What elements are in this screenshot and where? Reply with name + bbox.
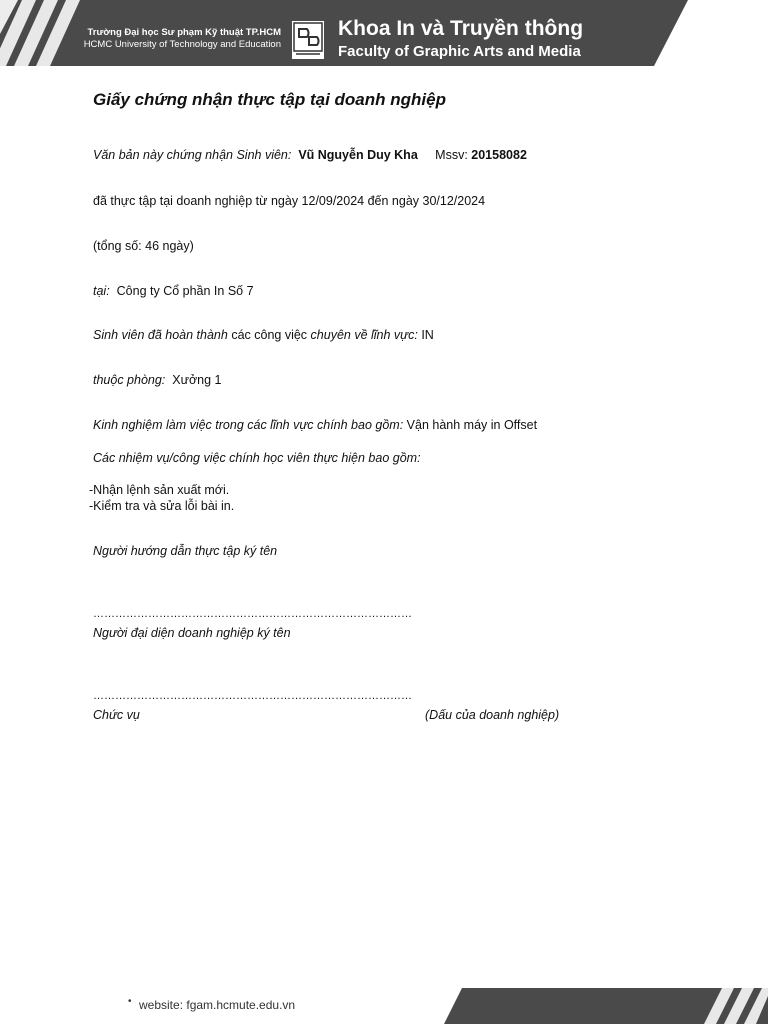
- internship-period: đã thực tập tại doanh nghiệp từ ngày 12/09/2024 đến ngày 30/12/2024: [93, 194, 486, 208]
- stamp-label: (Dấu của doanh nghiệp): [425, 708, 560, 722]
- field-line: [93, 328, 434, 342]
- task-item: -Nhận lệnh sản xuất mới.: [89, 483, 230, 497]
- field-label-3: chuyên về lĩnh vực:: [310, 328, 418, 342]
- company-name: Công ty Cổ phần In Số 7: [116, 284, 254, 298]
- company-rep-signature-line: ……………………………………………………………………………: [93, 690, 412, 702]
- company-label: tại:: [93, 284, 110, 298]
- company-line: [93, 284, 254, 298]
- total-days: (tổng số: 46 ngày): [93, 239, 194, 253]
- footer-stripes-graphic: [0, 984, 768, 1024]
- faculty-name: [338, 16, 583, 61]
- student-line: [93, 148, 527, 162]
- document-title: Giấy chứng nhận thực tập tại doanh nghiệp: [93, 90, 446, 109]
- task-item: -Kiểm tra và sửa lỗi bài in.: [89, 499, 235, 513]
- mentor-signature-line: ……………………………………………………………………………: [93, 608, 412, 620]
- website-bullet: •: [128, 996, 132, 1007]
- experience-value: Vận hành máy in Offset: [406, 418, 538, 432]
- footer-banner: [0, 984, 768, 1024]
- university-name-vn: Trường Đại học Sư phạm Kỹ thuật TP.HCM: [87, 27, 281, 38]
- website-text: website: fgam.hcmute.edu.vn: [139, 998, 296, 1012]
- header-banner: [0, 0, 768, 68]
- university-name: [84, 27, 281, 51]
- tasks-label: Các nhiệm vụ/công việc chính học viên thực hiện bao gồm:: [93, 451, 421, 465]
- intro-label: Văn bản này chứng nhận Sinh viên:: [93, 148, 292, 162]
- field-label-2: các công việc: [231, 328, 308, 342]
- mssv-label: Mssv:: [435, 148, 468, 162]
- company-rep-signature-label: Người đại diện doanh nghiệp ký tên: [93, 626, 291, 640]
- mentor-signature-label: Người hướng dẫn thực tập ký tên: [93, 544, 278, 558]
- mssv-value: 20158082: [471, 148, 527, 162]
- faculty-name-vn: Khoa In và Truyền thông: [338, 17, 584, 40]
- department-line: [93, 373, 221, 387]
- field-label-1: Sinh viên đã hoàn thành: [93, 328, 228, 342]
- faculty-logo-icon: [292, 21, 324, 59]
- student-name: Vũ Nguyễn Duy Kha: [298, 148, 418, 162]
- university-name-en: HCMC University of Technology and Education: [83, 39, 281, 50]
- position-label: Chức vụ: [93, 708, 140, 722]
- department-label: thuộc phòng:: [93, 373, 166, 387]
- faculty-name-en: Faculty of Graphic Arts and Media: [338, 43, 581, 60]
- experience-label: Kinh nghiệm làm việc trong các lĩnh vực chính bao gồm:: [93, 418, 404, 432]
- department-value: Xưởng 1: [172, 373, 222, 387]
- field-value: IN: [421, 328, 434, 342]
- experience-line: [93, 418, 537, 432]
